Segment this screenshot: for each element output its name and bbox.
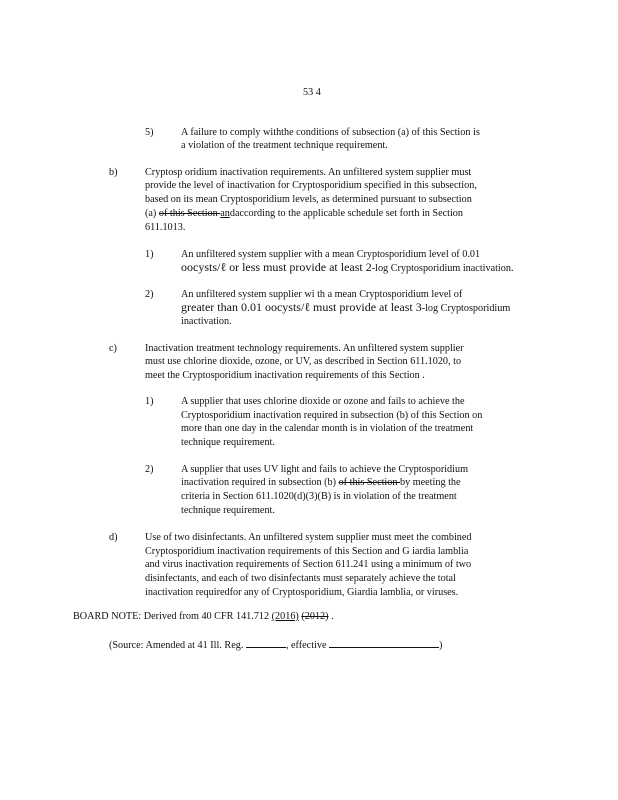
section-b-line: 611.1013. — [145, 222, 186, 233]
section-b-item-1-line: oocysts/ℓ or less must provide at least 2-log Cryptosporidium inactivation. — [181, 260, 514, 274]
inserted-text: an — [220, 208, 230, 219]
source-note: (Source: Amended at 41 Ill. Reg. , effective ) — [109, 637, 442, 653]
section-b-label: b) — [109, 167, 118, 178]
section-c-item-1-line: Cryptosporidium inactivation required in subsection (b) of this Section on — [181, 410, 483, 421]
section-d-line: inactivation requiredfor any of Cryptosporidium, Giardia lamblia, or viruses. — [145, 587, 459, 598]
section-b-item-1-label: 1) — [145, 249, 154, 260]
section-d-line: and virus inactivation requirements of Section 611.241 using a minimum of two — [145, 559, 472, 570]
page-number: 53 4 — [303, 87, 321, 98]
section-b-item-1-line: An unfiltered system supplier with a mean Cryptosporidium level of 0.01 — [181, 249, 481, 260]
section-c-item-2-label: 2) — [145, 464, 154, 475]
item-5-line: A failure to comply withthe conditions of subsection (a) of this Section is — [181, 127, 480, 138]
item-5-label: 5) — [145, 127, 154, 138]
register-page-blank — [246, 637, 286, 648]
inserted-text: (2016) — [271, 611, 299, 622]
section-c-line: meet the Cryptosporidium inactivation requirements of this Section . — [145, 370, 425, 381]
board-note: BOARD NOTE: Derived from 40 CFR 141.712 (2016) (2012) . — [73, 611, 334, 622]
section-b-line: Cryptosp oridium inactivation requirements. An unfiltered system supplier must — [145, 167, 472, 178]
section-c-item-2-line: inactivation required in subsection (b) of this Section by meeting the — [181, 477, 461, 488]
section-b-item-2-line: An unfiltered system supplier wi th a mean Cryptosporidium level of — [181, 289, 463, 300]
section-c-label: c) — [109, 343, 117, 354]
section-c-item-1-line: more than one day in the calendar month is in violation of the treatment — [181, 423, 474, 434]
section-c-line: must use chlorine dioxide, ozone, or UV, as described in Section 611.1020, to — [145, 356, 462, 367]
section-c-item-1-line: A supplier that uses chlorine dioxide or ozone and fails to achieve the — [181, 396, 465, 407]
section-d-label: d) — [109, 532, 118, 543]
section-c-item-2-line: technique requirement. — [181, 505, 275, 516]
section-b-item-2-line: inactivation. — [181, 316, 232, 327]
section-d-line: disinfectants, and each of two disinfectants must separately achieve the total — [145, 573, 456, 584]
section-b-line: based on its mean Cryptosporidium levels, as determined pursuant to subsection — [145, 194, 472, 205]
struck-text: of this Section — [338, 477, 400, 488]
section-c-item-1-label: 1) — [145, 396, 154, 407]
section-c-line: Inactivation treatment technology requirements. An unfiltered system supplier — [145, 343, 464, 354]
section-b-item-2-line: greater than 0.01 oocysts/ℓ must provide at least 3-log Cryptosporidium — [181, 300, 511, 314]
section-c-item-1-line: technique requirement. — [181, 437, 275, 448]
section-b-line: provide the level of inactivation for Cryptosporidium specified in this subsection, — [145, 180, 477, 191]
section-c-item-2-line: criteria in Section 611.1020(d)(3)(B) is in violation of the treatment — [181, 491, 457, 502]
section-d-line: Cryptosporidium inactivation requirements of this Section and G iardia lamblia — [145, 546, 469, 557]
effective-date-blank — [329, 637, 439, 648]
section-b-item-2-label: 2) — [145, 289, 154, 300]
section-c-item-2-line: A supplier that uses UV light and fails to achieve the Cryptosporidium — [181, 464, 469, 475]
section-b-line: (a) of this Section andaccording to the applicable schedule set forth in Section — [145, 208, 463, 219]
struck-text: (2012) — [301, 611, 329, 622]
section-d-line: Use of two disinfectants. An unfiltered system supplier must meet the combined — [145, 532, 472, 543]
struck-text: of this Section — [158, 208, 221, 219]
item-5-line: a violation of the treatment technique requirement. — [181, 140, 388, 151]
